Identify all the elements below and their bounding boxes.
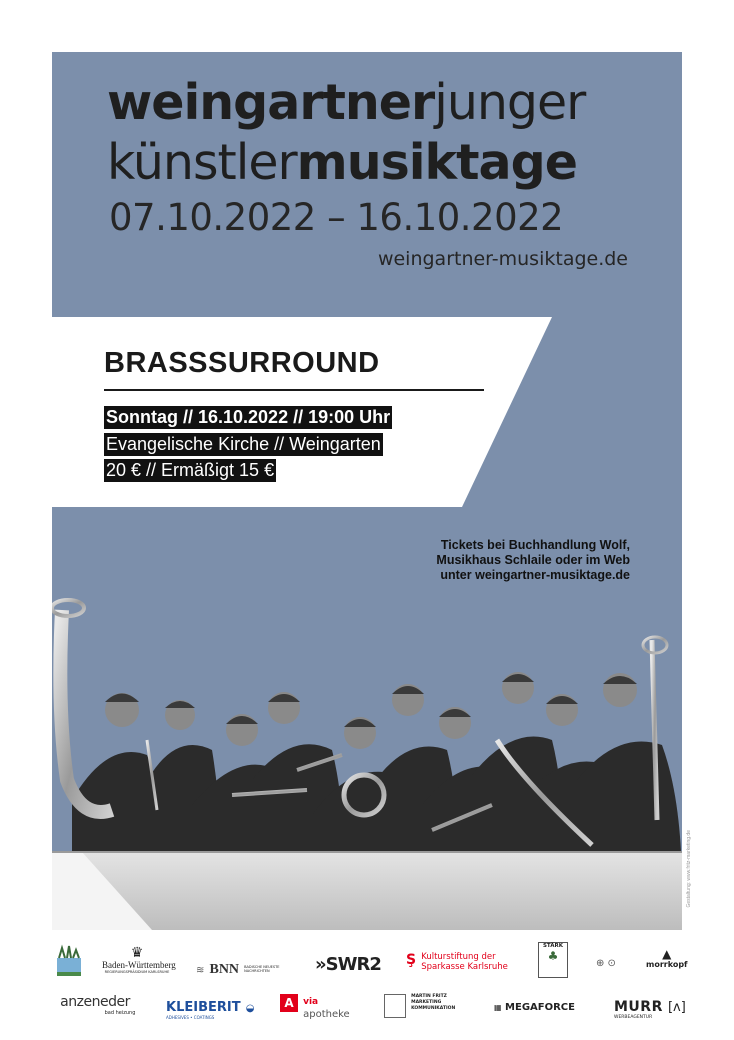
divider [104,389,484,391]
sparkasse-icon: Ş [406,952,417,968]
megaforce-mark-icon: ▦ [494,1003,502,1012]
festival-title-line-1: weingartnerjunger [107,74,586,131]
ensemble-photo [52,590,682,930]
logo-baden-wuerttemberg: ♛ Baden-Württemberg REGIERUNGSPRÄSIDIUM KARLSRUHE [102,945,176,974]
logo-swr2: »SWR2 [315,954,381,975]
event-name: BRASSSURROUND [104,347,380,379]
apotheke-a-icon: A [280,994,298,1012]
festival-title-line-2: künstlermusiktage [107,134,577,191]
murr-bracket-icon: [ʌ] [667,1000,686,1015]
festival-url[interactable]: weingartner-musiktage.de [377,248,628,270]
ticket-info: Tickets bei Buchhandlung Wolf, Musikhaus Schlaile oder im Web unter weingartner-musiktage.de [436,538,630,582]
logo-staerk: STÄRK ♣ [538,942,568,978]
festival-dates: 07.10.2022 – 16.10.2022 [109,196,564,239]
poster-panel [52,52,682,930]
event-price: 20 € // Ermäßigt 15 € [106,460,275,480]
kleiberit-drop-icon: ◒ [245,1003,255,1014]
logo-kulturstiftung: Ş Kulturstiftung der Sparkasse Karlsruhe [406,952,508,972]
logo-bnn: ≋ BNN BADISCHE NEUESTE NACHRICHTEN [196,962,280,977]
logo-via-apotheke: A via apotheke [280,994,350,1019]
event-datetime: Sonntag // 16.10.2022 // 19:00 Uhr [106,407,391,427]
design-credit: Gestaltung: www.fritz-marketing.de [686,830,692,908]
logo-murr: MURR [ʌ] WERBEAGENTUR [614,999,686,1020]
tree-icon: ♣ [547,949,559,963]
fritz-grid-icon [384,994,406,1018]
morrkopf-head-icon: ▲ [662,947,672,961]
logo-morrkopf: ▲ morrkopf [646,947,688,969]
swr-chevron-icon: » [315,954,326,975]
bnn-wave-icon: ≋ [196,965,205,976]
bw-crest-icon: ♛ [130,945,144,961]
logo-anzeneder: anzeneder bad heizung [60,994,136,1016]
sponsor-logos [50,938,688,1033]
vw-skoda-icons: ⊕ ⊙ [596,958,616,969]
logo-kleiberit: KLEIBERIT ◒ ADHESIVES • COATINGS [166,1000,255,1020]
weingarten-crest-icon [54,944,84,978]
logo-martin-fritz: MARTIN FRITZ MARKETING KOMMUNIKATION [384,994,455,1018]
logo-megaforce: ▦ MEGAFORCE [494,1002,575,1013]
event-venue: Evangelische Kirche // Weingarten [106,434,381,454]
